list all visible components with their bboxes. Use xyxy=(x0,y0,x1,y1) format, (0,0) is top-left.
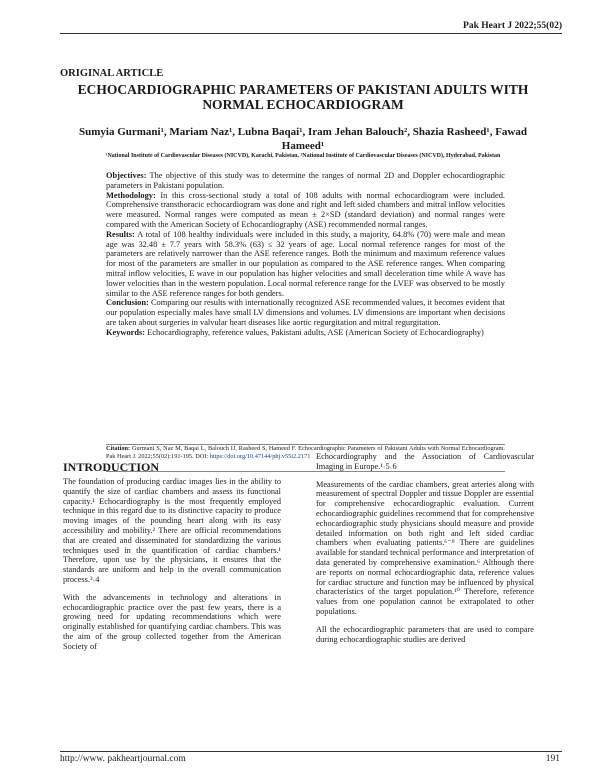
footer-url[interactable]: http://www. pakheartjournal.com xyxy=(60,754,186,764)
doi-link[interactable]: https://doi.org/10.47144/phj.v55i2.2171 xyxy=(209,453,311,461)
abstract-conclusion xyxy=(106,298,505,327)
col2-paragraph-3: All the echocardiographic parameters that are used to compare during echocardiographic studies are derived xyxy=(316,624,534,644)
right-column xyxy=(316,452,534,652)
objectives-label: Objectives: xyxy=(106,171,147,180)
col2-paragraph-1: Echocardiography and the Association of Cardiovascular Imaging in Europe.¹˓5˓6 xyxy=(316,452,534,471)
abstract-objectives xyxy=(106,171,505,191)
footer-divider xyxy=(60,751,562,752)
header-divider xyxy=(60,33,562,34)
intro-paragraph-1: The foundation of producing cardiac images lies in the ability to quantify the size of cardiac chambers and assess its functional capacity.¹ Echocardiography is the most frequently employed technique in this regard due to its distinctive capacity to produce moving images of the pounding heart along with its easy accessibility and mobility.² There are official recommendations that are created and disseminated for standardizing the various techniques used in the quantification of cardiac chambers.¹ Therefore, upon use by the physicians, it ensures that the standards are uniform and help in the overall communication process.³˓4 xyxy=(63,477,281,584)
left-column xyxy=(63,460,281,660)
abstract-methodology xyxy=(106,191,505,230)
methodology-label: Methodology: xyxy=(106,190,156,200)
article-type: ORIGINAL ARTICLE xyxy=(60,68,164,79)
conclusion-text: Comparing our results with internationally recognized ASE recommended values, it becomes evident that our population especially males have small LV dimensions and volumes. LV dimensions are important when decisions are taken about surgeries in valvular heart diseases like aortic regurgitation and mitral regurgitation. xyxy=(106,298,505,327)
methodology-text: In this cross-sectional study a total of 108 adults with normal echocardiogram were included. Comprehensive transthoracic echocardiogram was done and right and left sided chambers and mitral inflow velocities were measured. Normal ranges were computed as mean ± 2×SD (standard deviation) and normal ranges were compared with the American Society of Echocardiography (ASE) recommended normal ranges. xyxy=(106,190,505,229)
keywords-text: Echocardiography, reference values, Pakistani adults, ASE (American Society of Echocardiography) xyxy=(145,327,484,337)
journal-header: Pak Heart J 2022;55(02) xyxy=(463,21,562,31)
citation-label: Citation: xyxy=(106,445,131,452)
abstract-keywords xyxy=(106,328,505,338)
intro-paragraph-2: With the advancements in technology and alterations in echocardiographic practice over the past few years, there is a growing need for updating recommendations which were originally established for quantifying cardiac chambers. This was the aim of the group collected together from the American Society of xyxy=(63,592,281,651)
author-list: Sumyia Gurmani¹, Mariam Naz¹, Lubna Baqai¹, Iram Jehan Balouch², Shazia Rasheed¹, Fawad Hameed¹ xyxy=(79,126,527,152)
results-label: Results: xyxy=(106,229,135,239)
conclusion-label: Conclusion: xyxy=(106,298,149,308)
results-text: A total of 108 healthy individuals were included in this study, a majority, 64.8% (70) were male and mean age was 32.48 ± 7.7 years with 58.3% (63) ≤ 32 years of age. Local normal reference ranges for most of the parameters are relatively narrower than the ASE reference ranges. Both the minimum and maximum reference values for most of the parameters are smaller in our population as compared to the ASE reference ranges. When comparing mitral inflow velocities, E wave in our population has higher velocities and small deceleration time while A wave has lower velocities than in the western population. Local normal reference range for the LVEF was observed to be mostly similar to the ASE reference ranges for both genders. xyxy=(106,229,505,298)
introduction-heading: INTRODUCTION xyxy=(63,460,160,474)
abstract-results xyxy=(106,230,505,299)
col2-paragraph-2: Measurements of the cardiac chambers, great arteries along with measurement of spectral Doppler and tissue Doppler are essential for comprehensive echocardiographic evaluation. Current echocardiographic guidelines recommend that for comprehensive echocardiographic study physicians should measure and provide detailed information on both right and left sided cardiac chambers when evaluating patients.⁶⁻⁹ There are guidelines available for standard technical performance and interpretation of data generated by comprehensive examination.⁶ Although there are reports on normal echocardiographic data, reference values for cardiac structure and function may be influenced by physical characteristics of the target population.¹⁰ Therefore, reference values from one population cannot be extrapolated to other populations. xyxy=(316,479,534,616)
keywords-label: Keywords: xyxy=(106,327,146,337)
page-number: 191 xyxy=(545,754,560,764)
paper-title: ECHOCARDIOGRAPHIC PARAMETERS OF PAKISTANI ADULTS WITH NORMAL ECHOCARDIOGRAM xyxy=(77,82,529,112)
objectives-text: The objective of this study was to determine the ranges of normal 2D and Doppler echocardiographic parameters in Pakistani population. xyxy=(106,171,505,190)
abstract xyxy=(106,171,505,338)
affiliations: ¹National Institute of Cardiovascular Diseases (NICVD), Karachi, Pakistan, ²National Institute of Cardiovascular Diseases (NICVD), Hyderabad, Pakistan xyxy=(105,153,501,159)
citation-text: Gurmani S, Naz M, Baqai L, Balouch IJ, Rasheed S, Hameed F. Echocardiographic Parameters of Pakistani Adults with Normal Echocardiogram. Pak Heart J. 2022;55(02):191-195. DOI: xyxy=(106,445,505,461)
